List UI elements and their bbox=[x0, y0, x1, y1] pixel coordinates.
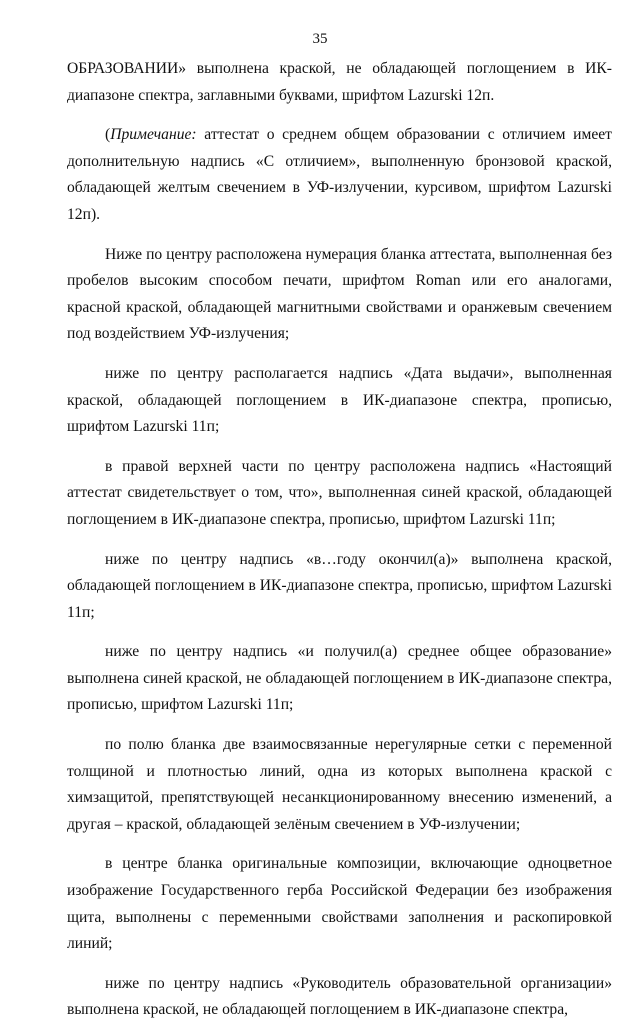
paragraph-continuation: ОБРАЗОВАНИИ» выполнена краской, не обладающей поглощением в ИК-диапазоне спектра, заглавными буквами, шрифтом Lazurski 12п. bbox=[67, 60, 612, 104]
note-open-paren: ( bbox=[105, 126, 111, 144]
paragraph-education-received: ниже по центру надпись «и получил(а) среднее общее образование» выполнена синей краской, не обладающей поглощением в ИК-диапазоне спектра, прописью, шрифтом Lazurski 11п; bbox=[67, 643, 612, 714]
paragraph-security-grids: по полю бланка две взаимосвязанные нерегулярные сетки с переменной толщиной и плотностью линий, одна из которых выполнена краской с химзащитой, препятствующей несанкционированному внесению изменений, а другая – краской, обладающей зелёным свечением в УФ-излучении; bbox=[67, 736, 612, 833]
document-body bbox=[67, 56, 612, 1024]
paragraph-issue-date: ниже по центру располагается надпись «Дата выдачи», выполненная краской, обладающей поглощением в ИК-диапазоне спектра, прописью, шрифтом Lazurski 11п; bbox=[67, 364, 612, 436]
note-label: Примечание: bbox=[110, 126, 197, 144]
paragraph-graduation-year: ниже по центру надпись «в…году окончил(а)» выполнена краской, обладающей поглощением в ИК-диапазоне спектра, прописью, шрифтом Lazurski 11п; bbox=[67, 550, 612, 621]
paragraph-certificate-header: в правой верхней части по центру расположена надпись «Настоящий аттестат свидетельствует о том, что», выполненная синей краской, обладающей поглощением в ИК-диапазоне спектра, прописью, шрифтом Lazurski 11п; bbox=[67, 457, 612, 528]
paragraph-coat-of-arms: в центре бланка оригинальные композиции, включающие одноцветное изображение Государственного герба Российской Федерации без изображения щита, выполнены с переменными свойствами заполнения и раскопировкой линий; bbox=[67, 855, 612, 953]
paragraph-director-signature: ниже по центру надпись «Руководитель образовательной организации» выполнена краской, не обладающей поглощением в ИК-диапазоне спектра, bbox=[67, 974, 612, 1019]
page-number: 35 bbox=[312, 31, 328, 47]
note-text: аттестат о среднем общем образовании с отличием имеет дополнительную надпись «С отличием», выполненную бронзовой краской, обладающей желтым свечением в УФ-излучении, курсивом, шрифтом Lazurski 12п). bbox=[67, 126, 612, 223]
paragraph-note bbox=[67, 122, 612, 228]
paragraph-blank-numbering: Ниже по центру расположена нумерация бланка аттестата, выполненная без пробелов высоким способом печати, шрифтом Roman или его аналогами, красной краской, обладающей магнитными свойствами и оранжевым свечением под воздействием УФ-излучения; bbox=[67, 245, 612, 343]
